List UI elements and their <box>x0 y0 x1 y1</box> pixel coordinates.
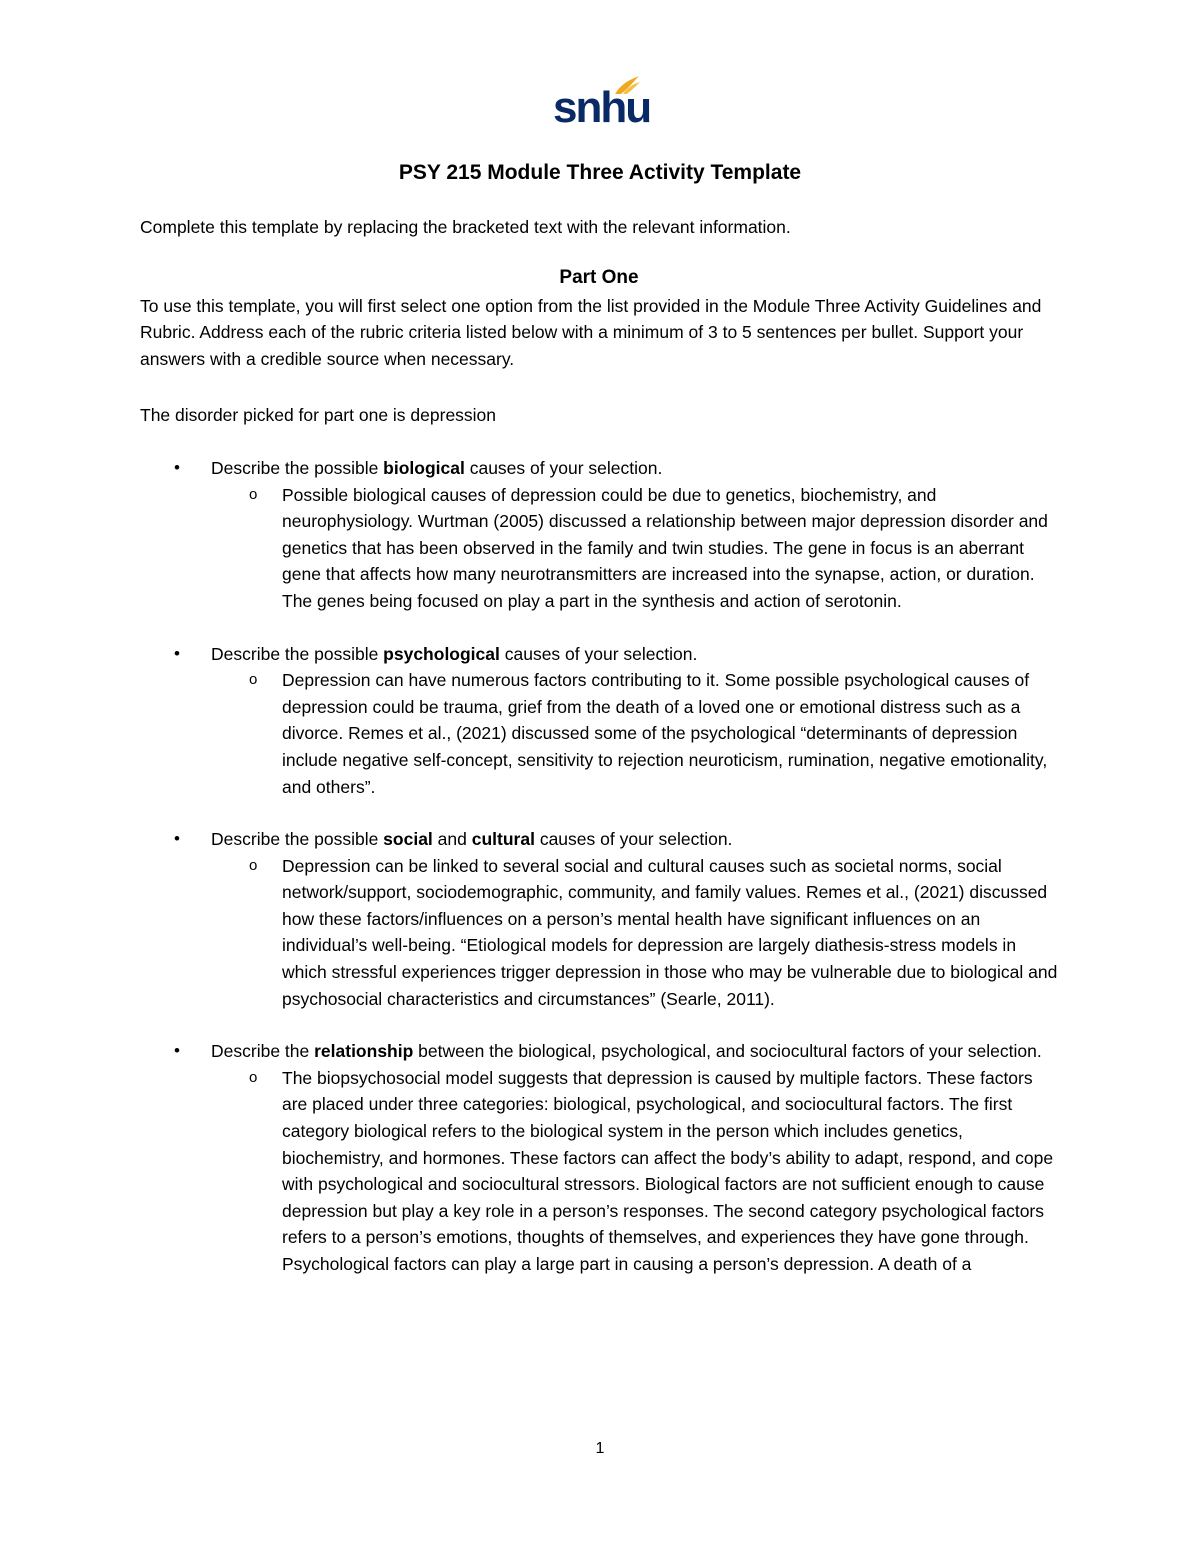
snhu-logo <box>553 74 651 134</box>
answer-text: Depression can have numerous factors contributing to it. Some possible psychological causes of depression could be trauma, grief from the death of a loved one or emotional distress such as a divorce. Remes et al., (2021) discussed some of the psychological “determinants of depression include negative self-concept, sensitivity to rejection neuroticism, rumination, negative emotionality, and others”. <box>282 670 1048 797</box>
bullet-marker: • <box>174 643 180 663</box>
answer-item <box>211 1065 1058 1278</box>
answer-text: Depression can be linked to several social and cultural causes such as societal norms, social network/support, sociodemographic, community, and family values. Remes et al., (2021) discussed how these factors/influences on a person’s mental health have significant influences on an individual’s well-being. “Etiological models for depression are largely diathesis-stress models in which stressful experiences trigger depression in those who may be vulnerable due to biological and psychosocial characteristics and circumstances” (Searle, 2011). <box>282 855 1058 1009</box>
prompt-text: Describe the possible biological causes of your selection. <box>211 457 663 478</box>
sub-bullet-marker: o <box>249 485 258 503</box>
page-number: 1 <box>595 1440 605 1457</box>
part-one-intro: To use this template, you will first select one option from the list provided in the Module Three Activity Guidelines and Rubric. Address each of the rubric criteria listed below with a minimum of 3 to 5 sentences per bullet. Support your answers with a credible source when necessary. <box>140 295 1042 369</box>
bullet-marker: • <box>174 1041 180 1061</box>
bullet-marker: • <box>174 829 180 849</box>
prompt-text: Describe the possible psychological causes of your selection. <box>211 643 698 664</box>
prompt-text: Describe the relationship between the biological, psychological, and sociocultural factors of your selection. <box>211 1041 1042 1062</box>
sub-bullet-marker: o <box>249 671 258 689</box>
sub-bullet-marker: o <box>249 856 258 874</box>
list-item <box>140 455 1058 615</box>
answer-item <box>211 667 1058 800</box>
part-one-heading: Part One <box>559 266 639 288</box>
logo-text: snhu <box>553 83 651 132</box>
prompt-text: Describe the possible social and cultural causes of your selection. <box>211 829 733 850</box>
bullet-marker: • <box>174 457 180 477</box>
disorder-line: The disorder picked for part one is depression <box>140 405 497 426</box>
answer-text: The biopsychosocial model suggests that depression is caused by multiple factors. These factors are placed under three categories: biological, psychological, and sociocultural factors. The first category biological refers to the biological system in the person which includes genetics, biochemistry, and hormones. These factors can affect the body’s ability to adapt, respond, and cope with psychological and sociocultural stressors. Biological factors are not sufficient enough to cause depression but play a key role in a person’s responses. The second category psychological factors refers to a person’s emotions, thoughts of themselves, and experiences they have gone through. Psychological factors can play a large part in causing a person’s depression. A death of a <box>282 1067 1054 1274</box>
page-title: PSY 215 Module Three Activity Template <box>398 161 802 184</box>
instructions: Complete this template by replacing the bracketed text with the relevant information. <box>140 217 791 237</box>
list-item <box>140 1038 1058 1277</box>
list-item <box>140 826 1058 1012</box>
answer-item <box>211 482 1058 615</box>
document-body <box>140 214 1058 1304</box>
list-item <box>140 641 1058 801</box>
answer-item <box>211 853 1058 1013</box>
answer-text: Possible biological causes of depression could be due to genetics, biochemistry, and neurophysiology. Wurtman (2005) discussed a relationship between major depression disorder and genetics that has been observed in the family and twin studies. The gene in focus is an aberrant gene that affects how many neurotransmitters are increased into the synapse, action, or duration. The genes being focused on play a part in the synthesis and action of serotonin. <box>282 484 1048 611</box>
sub-bullet-marker: o <box>249 1068 258 1086</box>
